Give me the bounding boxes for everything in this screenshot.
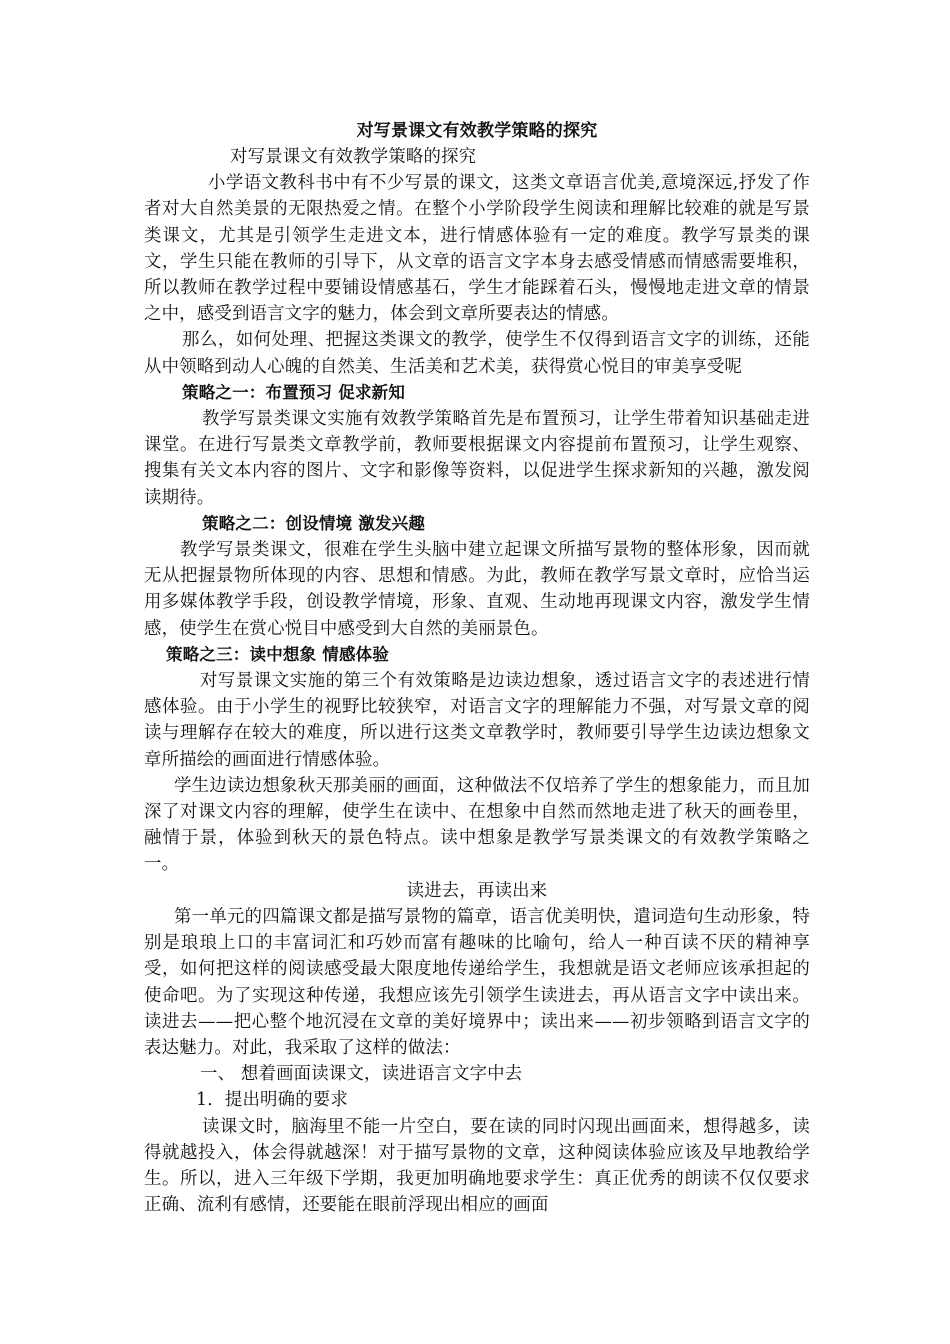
strategy-1-paragraph: 教学写景类课文实施有效教学策略首先是布置预习，让学生带着知识基础走进课堂。在进行写景类文章教学前，教师要根据课文内容提前布置预习，让学生观察、搜集有关文本内容的图片、文字和影像等资料，以促进学生探求新知的兴趣，激发阅读期待。: [144, 409, 810, 508]
intro-paragraph-1: 小学语文教科书中有不少写景的课文，这类文章语言优美,意境深远,抒发了作者对大自然美景的无限热爱之情。在整个小学阶段学生阅读和理解比较难的就是写景类课文，尤其是引领学生走进文本，进行情感体验有一定的难度。教学写景类的课文，学生只能在教师的引导下，从文章的语言文字本身去感受情感而情感需要堆积，所以教师在教学过程中要铺设情感基石，学生才能踩着石头，慢慢地走进文章的情景之中，感受到语言文字的魅力，体会到文章所要表达的情感。: [144, 173, 810, 325]
document-subtitle: 对写景课文有效教学策略的探究: [230, 147, 477, 167]
strategy-3-paragraph-1: 对写景课文实施的第三个有效策略是边读边想象，透过语言文字的表述进行情感体验。由于小学生的视野比较狭窄，对语言文字的理解能力不强，对写景文章的阅读与理解存在较大的难度，所以进行这类文章教学时，教师要引导学生边读边想象文章所描绘的画面进行情感体验。: [144, 671, 810, 770]
document-title: 对写景课文有效教学策略的探究: [356, 121, 598, 141]
section-2-paragraph: 第一单元的四篇课文都是描写景物的篇章，语言优美明快，遣词造句生动形象，特别是琅琅上口的丰富词汇和巧妙而富有趣味的比喻句，给人一种百读不厌的精神享受，如何把这样的阅读感受最大限度地传递给学生，我想就是语文老师应该承担起的使命吧。为了实现这种传递，我想应该先引领学生读进去，再从语言文字中读出来。读进去——把心整个地沉浸在文章的美好境界中；读出来——初步领略到语言文字的表达魅力。对此，我采取了这样的做法：: [144, 906, 810, 1058]
section-2-title: 读进去，再读出来: [406, 880, 548, 901]
subheading-1: 一、 想着画面读课文，读进语言文字中去: [200, 1064, 523, 1085]
subheading-1-1: 1．提出明确的要求: [196, 1090, 348, 1111]
strategy-3-paragraph-2: 学生边读边想象秋天那美丽的画面，这种做法不仅培养了学生的想象能力，而且加深了对课文内容的理解，使学生在读中、在想象中自然而然地走进了秋天的画卷里，融情于景，体验到秋天的景色特点。读中想象是教学写景类课文的有效教学策略之一。: [144, 775, 810, 875]
strategy-2-heading: 策略之二：创设情境 激发兴趣: [202, 513, 426, 533]
strategy-1-heading: 策略之一：布置预习 促求新知: [182, 382, 406, 402]
strategy-2-paragraph: 教学写景类课文，很难在学生头脑中建立起课文所描写景物的整体形象，因而就无从把握景物所体现的内容、思想和情感。为此，教师在教学写景文章时，应恰当运用多媒体教学手段，创设教学情境，形象、直观、生动地再现课文内容，激发学生情感，使学生在赏心悦目中感受到大自然的美丽景色。: [144, 540, 810, 639]
strategy-3-heading: 策略之三：读中想象 情感体验: [166, 644, 390, 664]
document-page: [144, 118, 810, 1218]
intro-paragraph-2: 那么，如何处理、把握这类课文的教学，使学生不仅得到语言文字的训练，还能从中领略到动人心魄的自然美、生活美和艺术美，获得赏心悦目的审美享受呢: [144, 330, 810, 377]
final-paragraph: 读课文时，脑海里不能一片空白，要在读的同时闪现出画面来，想得越多，读得就越投入，体会得就越深！对于描写景物的文章，这种阅读体验应该及早地教给学生。所以，进入三年级下学期，我更加明确地要求学生：真正优秀的朗读不仅仅要求正确、流利有感情，还要能在眼前浮现出相应的画面: [144, 1116, 810, 1216]
